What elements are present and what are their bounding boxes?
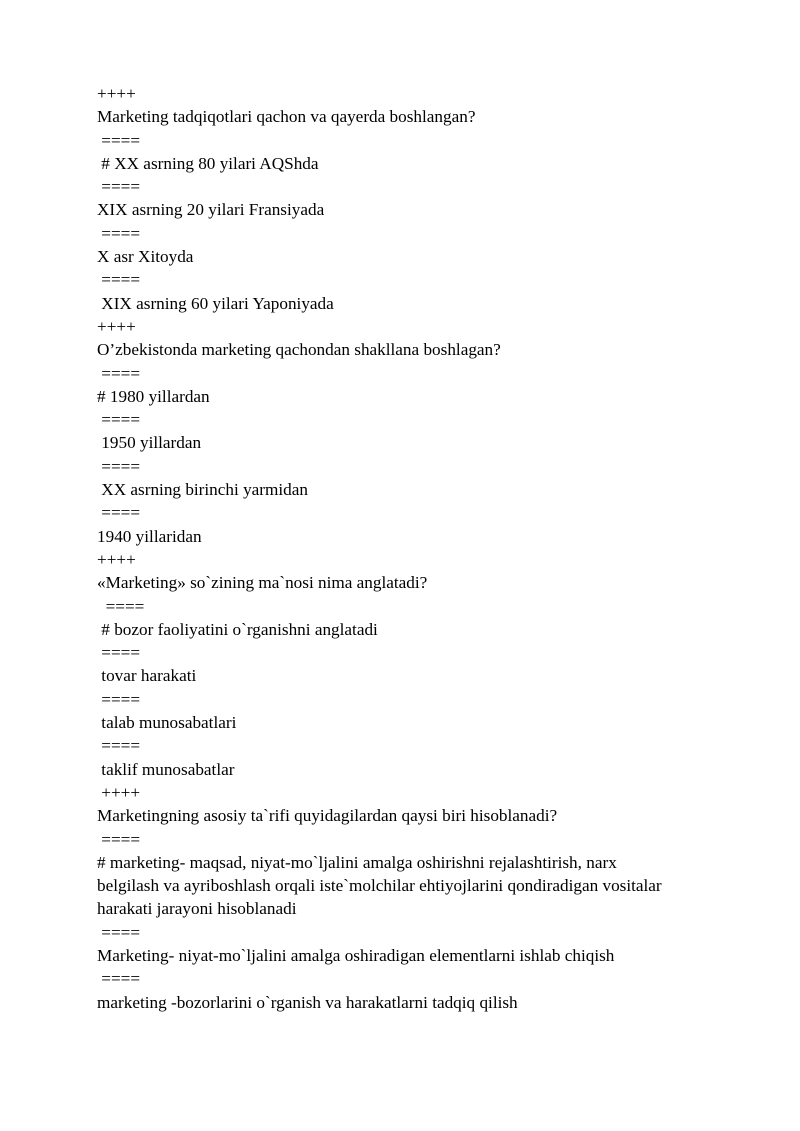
question-text: Marketing tadqiqotlari qachon va qayerda boshlangan? [97, 107, 476, 127]
answer-option: 1940 yillaridan [97, 526, 202, 546]
separator-equals: ==== [97, 736, 141, 756]
separator-equals: ==== [97, 223, 141, 243]
separator-equals: ==== [97, 130, 141, 150]
question-text: Marketingning asosiy ta`rifi quyidagilardan qaysi biri hisoblanadi? [97, 806, 558, 826]
separator-equals: ==== [97, 643, 141, 663]
answer-option: tovar harakati [97, 666, 197, 686]
question-text: O’zbekistonda marketing qachondan shakllana boshlagan? [97, 340, 501, 360]
separator-equals: ==== [97, 596, 145, 616]
answer-option: X asr Xitoyda [97, 247, 194, 267]
question-text: «Marketing» so`zining ma`nosi nima anglatadi? [97, 573, 428, 593]
separator-plus: ++++ [97, 549, 136, 569]
separator-equals: ==== [97, 270, 141, 290]
separator-equals: ==== [97, 922, 141, 942]
separator-equals: ==== [97, 689, 141, 709]
separator-equals: ==== [97, 503, 141, 523]
separator-equals: ==== [97, 829, 141, 849]
answer-option: Marketing- niyat-mo`ljalini amalga oshiradigan elementlarni ishlab chiqish [97, 945, 615, 965]
separator-equals: ==== [97, 456, 141, 476]
document-body [97, 82, 697, 1014]
separator-plus: ++++ [97, 782, 141, 802]
answer-option: 1950 yillardan [97, 433, 202, 453]
answer-option: XIX asrning 20 yilari Fransiyada [97, 200, 325, 220]
answer-option: taklif munosabatlar [97, 759, 235, 779]
answer-option: talab munosabatlari [97, 713, 237, 733]
answer-option: marketing -bozorlarini o`rganish va harakatlarni tadqiq qilish [97, 992, 518, 1012]
separator-equals: ==== [97, 177, 141, 197]
answer-option: XX asrning birinchi yarmidan [97, 480, 308, 500]
separator-plus: ++++ [97, 316, 136, 336]
answer-option: XIX asrning 60 yilari Yaponiyada [97, 293, 334, 313]
answer-option-correct: # 1980 yillardan [97, 386, 210, 406]
separator-plus: ++++ [97, 84, 136, 103]
answer-option-correct: # bozor faoliyatini o`rganishni anglatadi [97, 619, 378, 639]
separator-equals: ==== [97, 969, 141, 989]
answer-option-correct: # marketing- maqsad, niyat-mo`ljalini amalga oshirishni rejalashtirish, narx belgilash va ayriboshlash orqali iste`molchilar ehtiyojlarini qondiradigan vositalar harakati jarayoni hisoblanadi [97, 852, 662, 919]
separator-equals: ==== [97, 410, 141, 430]
answer-option-correct: # XX asrning 80 yilari AQShda [97, 153, 319, 173]
separator-equals: ==== [97, 363, 141, 383]
